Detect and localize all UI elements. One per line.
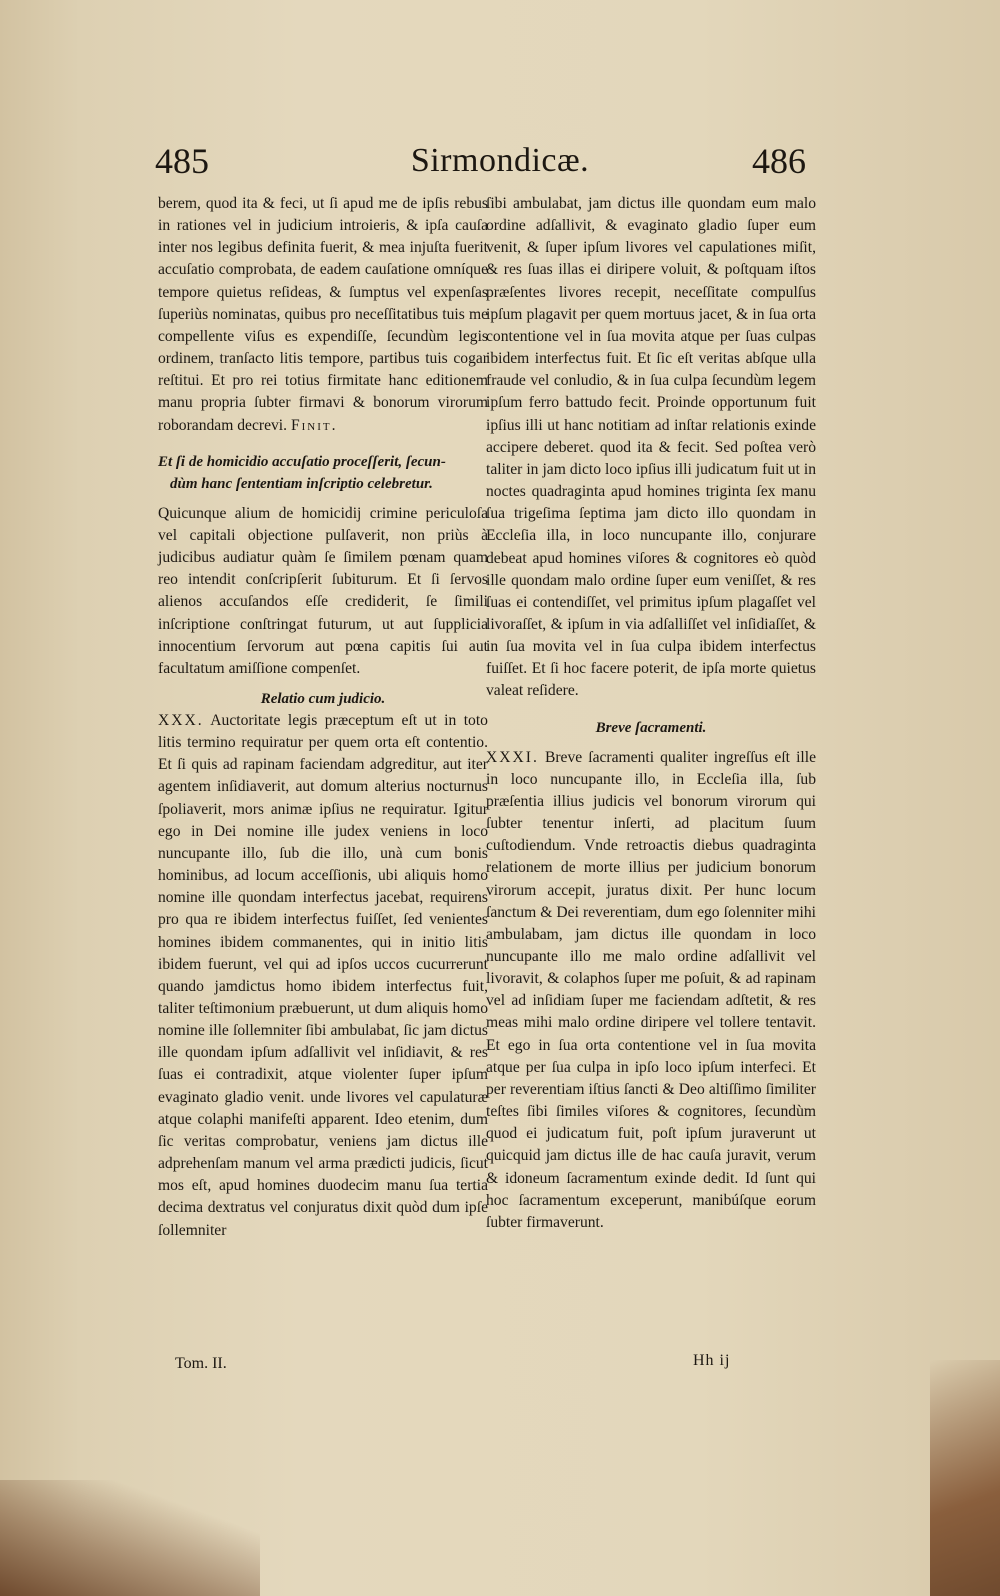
page-header	[0, 140, 1000, 196]
volume-marker: Tom. II.	[175, 1355, 227, 1372]
section-heading	[158, 451, 488, 495]
paragraph-text: berem, quod ita & feci, ut ſi apud me de ipſis rebus in rationes vel in judicium introieris, & ipſa cauſa inter nos legibus definita fuerit, & mea injuſta fuerit accuſatio comprobata, de eadem cauſatione omníque tempore quietus reſideas, & ſumptus vel expenſas ſuperiùs nominatas, quibus pro neceſſitatibus tuis me compellente viſus es expendiſſe, ſecundùm legis ordinem, tranſacto litis tempore, partibus tuis cogar reſtitui. Et pro rei totius firmitate hanc editionem manu propria ſubter firmavi & bonorum virorum roborandam decrevi.	[158, 195, 488, 434]
section-heading: Breve ſacramenti.	[595, 719, 707, 736]
finit-marker: Finit.	[290, 416, 338, 434]
page-edge-shadow-right	[930, 1360, 1000, 1596]
paragraph	[486, 747, 816, 1234]
paragraph-text: Breve ſacramenti qualiter ingreſſus eſt ille in loco nuncupante illo, in Eccleſia illa, ſub præſentia illius judicis vel bonorum virorum qui ſubter tenentur inſerti, ad placitum ſuum cuſtodiendum. Vnde retroactis diebus quadraginta relationem de morte illius per judicium bonorum virorum accepit, juratus dixit. Per hunc locum ſanctum & Dei reverentiam, dum ego ſolenniter mihi ambulabam, jam dictus ille quondam in loco nuncupante illo me malo ordine adſallivit vel livoravit, & colaphos ſuper me poſuit, & ad rapinam vel ad inſidiam ſuper me faciendam adſtetit, & res meas mihi malo ordine diripere vel tollere tentavit. Et ego in ſua orta contentione vel in ſua movita atque per ſua culpa in ipſo loco ipſum interfeci. Et per reverentiam iſtius ſancti & Deo altiſſimo ſimiliter teſtes ſibi ſimiles viſores & cognitores, ſecundùm quod ei judicatum fuit, poſt ipſum juraverunt ut quicquid jam dictus ille de hac cauſa juravit, verum & idoneum ſacramentum exinde dedit. Id ſunt qui hoc ſacramentum exceperunt, manibúſque eorum ſubter firmaverunt.	[486, 748, 816, 1231]
section-number: XXX.	[158, 711, 204, 729]
page-edge-shadow-left	[0, 1480, 260, 1596]
heading-line: dùm hanc ſententiam inſcriptio celebretur.	[170, 475, 433, 492]
left-page-number: 485	[155, 141, 209, 181]
section-number: XXXI.	[486, 748, 539, 766]
heading-line: Et ſi de homicidio accuſatio proceſſerit, ſecun-	[158, 453, 446, 470]
running-title: Sirmondicæ.	[410, 142, 590, 179]
paragraph-text: Auctoritate legis præceptum eſt ut in toto litis termino requiratur per quem orta eſt contentio. Et ſi quis ad rapinam faciendam adgreditur, aut iter agentem inſidiaverit, aut domum alterius nocturnus ſpoliaverit, mors animæ ipſius ne requiratur. Igitur ego in Dei nomine ille judex veniens in loco nuncupante illo, ſub die illo, unà cum bonis hominibus, ad locum acceſſionis, ubi aliquis homo nomine ille quondam interfectus jacebat, requirens pro qua re ibidem interfectus fuiſſet, ſed venientes homines ibidem commanentes, qui in initio litis ibidem fuerunt, vel qui ad ipſos uccos cucurrerunt quando jamdictus homo ibidem interfectus fuit, taliter teſtimonium præbuerunt, ut dum aliquis homo nomine ille ſollemniter ſibi ambulabat, ſic jam dictus ille quondam ipſum adſallivit vel inſidiavit, & res ſuas ei contradixit, atque violenter ſuper ipſum evaginato gladio venit. unde livores vel capulaturæ atque colaphi manifeſti apparent. Ideo etenim, dum ſic veritas comprobatur, veniens jam dictus ille adprehenſam manum vel arma prædicti judicis, ſicut mos eſt, apud homines duodecim manu ſua tertia decima dextratus vel conjuratus dixit quòd dum ipſe ſollemniter	[158, 711, 488, 1239]
right-page-number: 486	[752, 141, 806, 181]
signature-mark: Hh ij	[693, 1352, 731, 1369]
section-heading: Relatio cum judicio.	[260, 690, 386, 707]
paragraph: ſibi ambulabat, jam dictus ille quondam eum malo ordine adſallivit, & evaginato gladio ſuper eum venit, & ſuper ipſum livores vel capulationes miſit, & res ſuas illas ei diripere voluit, & poſtquam iſtos præſentes livores recepit, neceſſitate compulſus ipſum plagavit per quem mortuus jacet, & in ſua orta contentione vel in ſua movita atque per ſuas culpas ibidem interfectus fuit. Et ſic eſt veritas abſque ulla fraude vel conludio, & in ſua culpa ſecundùm legem ipſum ferro battudo fecit. Proinde opportunum fuit ipſius illi ut hanc notitiam ad inſtar relationis exinde accipere deberet. quod ita & fecit. Sed poſtea verò taliter in jam dicto loco ipſius illi judicatum fuit ut in noctes quadraginta apud homines triginta ſex manu ſua trigeſima ſeptima jam dicto illo quondam in Eccleſia illa, in loco nuncupante illo, conjurare debeat apud homines viſores & cognitores eò quòd ille quondam malo ordine ſuper eum veniſſet, & res ſuas ei contendiſſet, vel primitus ipſum plagaſſet vel livoraſſet, & ipſum in via adſalliſſet vel inſidiaſſet, & in ſua movita vel in ſua culpa ibidem interfectus fuiſſet. Et ſi hoc facere poterit, de ipſa morte quietus valeat reſidere.	[486, 195, 816, 700]
paragraph: Quicunque alium de homicidij crimine periculoſa vel capitali objectione pulſaverit, non priùs à judicibus audiatur quàm ſe ſimilem pœnam quam reo intendit conſcripſerit ſubiturum. Et ſi ſervos alienos accuſandos eſſe crediderit, ſe ſimili inſcriptione conſtringat futurum, ut aut ſupplicia innocentium ſervorum aut pœna capitis ſui aut facultatum amiſſione compenſet.	[158, 504, 488, 677]
paragraph	[158, 710, 488, 1242]
right-column	[486, 193, 816, 1234]
left-column	[158, 193, 488, 1242]
paragraph	[158, 193, 488, 437]
